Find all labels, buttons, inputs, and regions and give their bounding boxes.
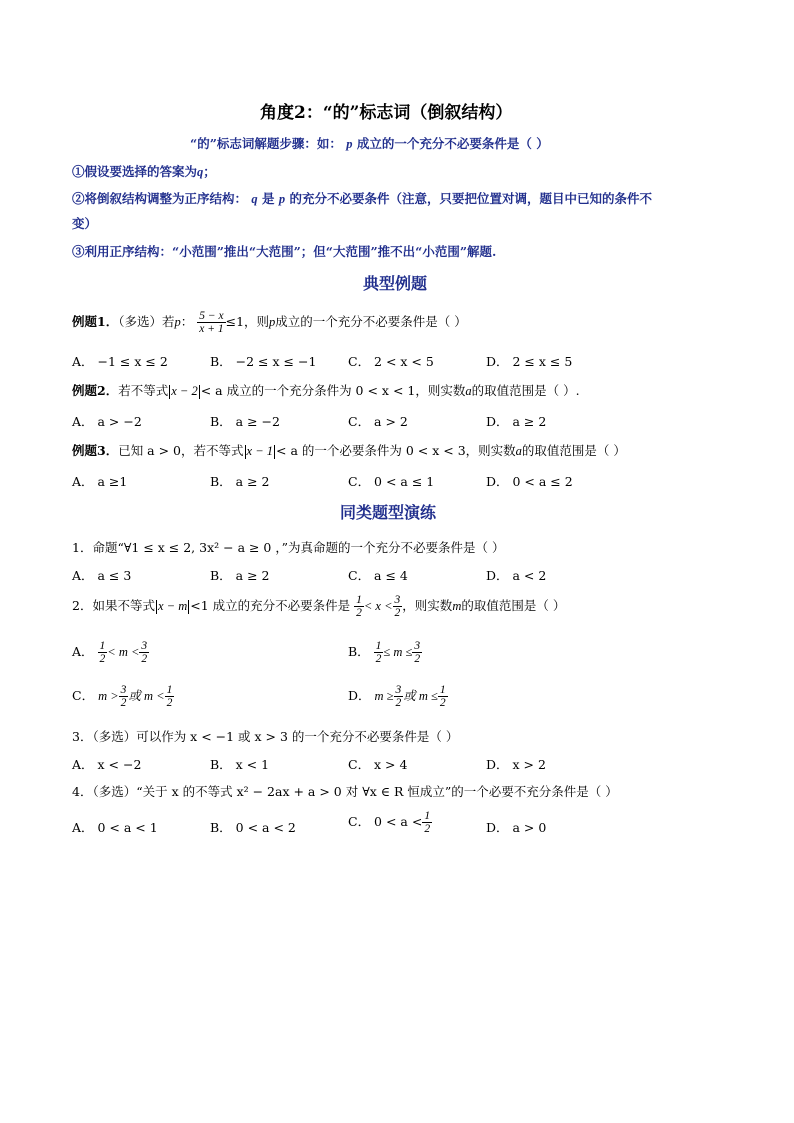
practice-4-stem xyxy=(72,782,618,800)
practice-3-option-c[interactable]: C． x > 4 xyxy=(348,757,408,772)
example-2-option-b[interactable]: B． a ≥ −2 xyxy=(210,414,280,429)
example-1-option-d[interactable]: D． 2 ≤ x ≤ 5 xyxy=(486,354,573,369)
practice-2-text-b: <1 成立的充分不必要条件是 xyxy=(190,598,351,614)
option-fraction xyxy=(394,684,404,709)
example-2-text-a: 若不等式 xyxy=(118,383,169,398)
fraction-denominator: 2 xyxy=(414,653,421,666)
example-3-a: a xyxy=(515,444,522,458)
fraction-numerator: 1 xyxy=(99,640,106,652)
steps-line-3-mid: 是 xyxy=(261,191,275,206)
steps-line-3-prefix: ②将倒叙结构调整为正序结构： xyxy=(72,191,248,206)
fraction-numerator: 1 xyxy=(375,640,382,652)
practice-1-option-d[interactable]: D． a < 2 xyxy=(486,568,547,583)
example-1-p: p xyxy=(174,315,181,330)
practice-2-mid: < x < xyxy=(363,599,393,614)
option-fraction xyxy=(139,640,149,665)
option-letter: A． xyxy=(72,644,94,660)
practice-3-option-b[interactable]: B． x < 1 xyxy=(210,757,270,772)
fraction-numerator: 1 xyxy=(166,684,173,696)
example-1-fraction xyxy=(197,310,225,335)
option-relation: ≤ m ≤ xyxy=(383,645,413,660)
abs-bar-right xyxy=(199,385,200,399)
option-fraction xyxy=(119,684,129,709)
practice-1-text: 命题“∀1 ≤ x ≤ 2, 3x² − a ≥ 0 ，”为真命题的一个充分不必要条件是（ ） xyxy=(92,540,505,555)
option-relation: 或 m < xyxy=(128,689,165,704)
option-fraction xyxy=(438,684,448,709)
practice-3-stem xyxy=(72,727,458,745)
example-3-text-c: 的取值范围是（ ） xyxy=(521,443,626,458)
fraction-denominator: 2 xyxy=(439,697,446,710)
example-3-abs-expr: x − 1 xyxy=(246,444,273,458)
option-fraction xyxy=(412,640,422,665)
option-letter: B． xyxy=(348,644,370,660)
practice-3-text: （多选）可以作为 x < −1 或 x > 3 的一个充分不必要条件是（ ） xyxy=(92,729,459,744)
fraction-numerator: 3 xyxy=(394,594,401,606)
steps-line-1 xyxy=(190,134,549,152)
abs-bar-right xyxy=(274,445,275,459)
practice-2-option-d[interactable] xyxy=(348,684,448,709)
example-1-text-b: ： xyxy=(180,314,194,330)
example-1-stem xyxy=(72,310,467,335)
option-relation: m ≥ xyxy=(374,689,394,704)
example-3-label: 例题3． xyxy=(72,443,119,458)
example-2-text-c: 的取值范围是（ ）. xyxy=(471,383,580,398)
fraction-numerator: 3 xyxy=(395,684,402,696)
steps-q-symbol-2: q xyxy=(251,192,258,206)
steps-line-1-suffix: 成立的一个充分不必要条件是（ ） xyxy=(356,136,549,151)
fraction-denominator: 2 xyxy=(395,697,402,710)
abs-bar-left xyxy=(245,445,246,459)
example-2-a: a xyxy=(465,384,472,398)
steps-line-2-prefix: ①假设要选择的答案为 xyxy=(72,164,198,179)
fraction-denominator: 2 xyxy=(120,697,127,710)
fraction-denominator: x + 1 xyxy=(199,323,224,336)
example-3-text-b: < a 的一个必要条件为 0 < x < 3，则实数 xyxy=(276,443,516,458)
fraction-denominator: 2 xyxy=(166,697,173,710)
fraction-numerator: 3 xyxy=(414,640,421,652)
fraction-numerator: 3 xyxy=(120,684,127,696)
practice-2-stem xyxy=(72,594,565,619)
example-2-stem xyxy=(72,381,580,399)
steps-p-symbol-2: p xyxy=(278,192,286,206)
option-relation: 或 m ≤ xyxy=(403,689,438,704)
steps-line-3 xyxy=(72,189,652,207)
fraction-numerator: 3 xyxy=(141,640,148,652)
practice-2-fraction-2 xyxy=(393,594,403,619)
practice-1-label: 1． xyxy=(72,540,93,555)
option-relation: C． 0 < a < xyxy=(348,814,423,830)
practice-1-stem xyxy=(72,538,504,556)
example-2-option-d[interactable]: D． a ≥ 2 xyxy=(486,414,547,429)
example-1-text-d: 成立的一个充分不必要条件是（ ） xyxy=(275,314,467,330)
practice-2-option-a[interactable] xyxy=(72,640,149,665)
practice-2-label: 2． xyxy=(72,598,93,614)
fraction-numerator: 1 xyxy=(439,684,446,696)
example-1-label: 例题1． xyxy=(72,314,119,330)
practice-4-option-a[interactable]: A． 0 < a < 1 xyxy=(72,820,158,835)
steps-line-3-suffix: 的充分不必要条件（注意，只要把位置对调，题目中已知的条件不 xyxy=(289,191,652,206)
option-fraction xyxy=(165,684,175,709)
fraction-numerator: 5 − x xyxy=(199,310,224,322)
example-1-text-a: （多选）若 xyxy=(118,314,175,330)
practice-2-text-d: 的取值范围是（ ） xyxy=(461,598,566,614)
example-3-stem xyxy=(72,441,626,459)
example-2-label: 例题2． xyxy=(72,383,119,398)
fraction-denominator: 2 xyxy=(141,653,148,666)
practice-1-option-c[interactable]: C． a ≤ 4 xyxy=(348,568,408,583)
example-1-text-c: ≤1，则 xyxy=(225,314,270,330)
practice-1-option-a[interactable]: A． a ≤ 3 xyxy=(72,568,132,583)
example-3-option-a[interactable]: A． a ≥1 xyxy=(72,474,128,489)
option-fraction xyxy=(98,640,108,665)
page-title: 角度2：“的”标志词（倒叙结构） xyxy=(260,103,513,123)
practice-2-abs-expr: x − m xyxy=(157,599,188,614)
steps-line-3-cont: 变） xyxy=(72,216,98,231)
practice-2-option-b[interactable] xyxy=(348,640,422,665)
steps-line-2 xyxy=(72,162,216,180)
option-fraction xyxy=(374,640,384,665)
practice-2-text-c: ，则实数 xyxy=(402,598,453,614)
example-3-option-c[interactable]: C． 0 < a ≤ 1 xyxy=(348,474,435,489)
example-3-option-d[interactable]: D． 0 < a ≤ 2 xyxy=(486,474,573,489)
practice-3-option-d[interactable]: D． x > 2 xyxy=(486,757,546,772)
steps-line-2-suffix: ； xyxy=(203,164,216,179)
example-3-option-b[interactable]: B． a ≥ 2 xyxy=(210,474,270,489)
practice-2-m: m xyxy=(452,599,462,614)
fraction-denominator: 2 xyxy=(356,607,362,620)
example-2-option-a[interactable]: A． a > −2 xyxy=(72,414,142,429)
steps-line-1-prefix: “的”标志词解题步骤：如： xyxy=(190,136,342,151)
practice-3-label: 3． xyxy=(72,729,93,744)
section-heading-examples: 典型例题 xyxy=(363,274,428,293)
example-2-abs-expr: x − 2 xyxy=(171,384,198,398)
fraction-denominator: 2 xyxy=(375,653,382,666)
example-3-text-a: 已知 a > 0，若不等式 xyxy=(118,443,244,458)
example-1-p2: p xyxy=(269,315,276,330)
option-letter: D． xyxy=(348,688,371,704)
example-1-option-c[interactable]: C． 2 < x < 5 xyxy=(348,354,434,369)
section-heading-practice: 同类题型演练 xyxy=(340,503,437,522)
fraction-numerator: 1 xyxy=(356,594,362,606)
fraction-denominator: 2 xyxy=(424,823,431,836)
steps-q-symbol: q xyxy=(197,165,204,179)
steps-p-symbol: p xyxy=(346,137,353,151)
example-2-option-c[interactable]: C． a > 2 xyxy=(348,414,408,429)
option-letter: C． xyxy=(72,688,95,704)
practice-4-option-b[interactable]: B． 0 < a < 2 xyxy=(210,820,296,835)
practice-4-option-c[interactable] xyxy=(348,810,432,835)
abs-bar-left xyxy=(156,600,157,614)
practice-2-option-c[interactable] xyxy=(72,684,174,709)
option-relation: m > xyxy=(98,689,119,704)
practice-4-option-d[interactable]: D． a > 0 xyxy=(486,820,547,835)
example-2-text-b: < a 成立的一个充分条件为 0 < x < 1，则实数 xyxy=(200,383,466,398)
practice-2-fraction-1 xyxy=(354,594,364,619)
practice-2-text-a: 如果不等式 xyxy=(92,598,155,614)
steps-line-4: ③利用正序结构：“小范围”推出“大范围”；但“大范围”推不出“小范围”解题. xyxy=(72,244,497,259)
practice-3-option-a[interactable]: A． x < −2 xyxy=(72,757,142,772)
example-1-option-b[interactable]: B． −2 ≤ x ≤ −1 xyxy=(210,354,317,369)
fraction-denominator: 2 xyxy=(394,607,401,620)
practice-4-text: （多选）“关于 x 的不等式 x² − 2ax + a > 0 对 ∀x ∈ R 恒成立”的一个必要不充分条件是（ ） xyxy=(92,784,618,799)
option-relation: < m < xyxy=(107,645,140,660)
fraction-denominator: 2 xyxy=(99,653,106,666)
option-fraction xyxy=(422,810,432,835)
practice-4-label: 4． xyxy=(72,784,93,799)
fraction-numerator: 1 xyxy=(424,810,431,822)
practice-1-option-b[interactable]: B． a ≥ 2 xyxy=(210,568,270,583)
example-1-option-a[interactable]: A． −1 ≤ x ≤ 2 xyxy=(72,354,168,369)
